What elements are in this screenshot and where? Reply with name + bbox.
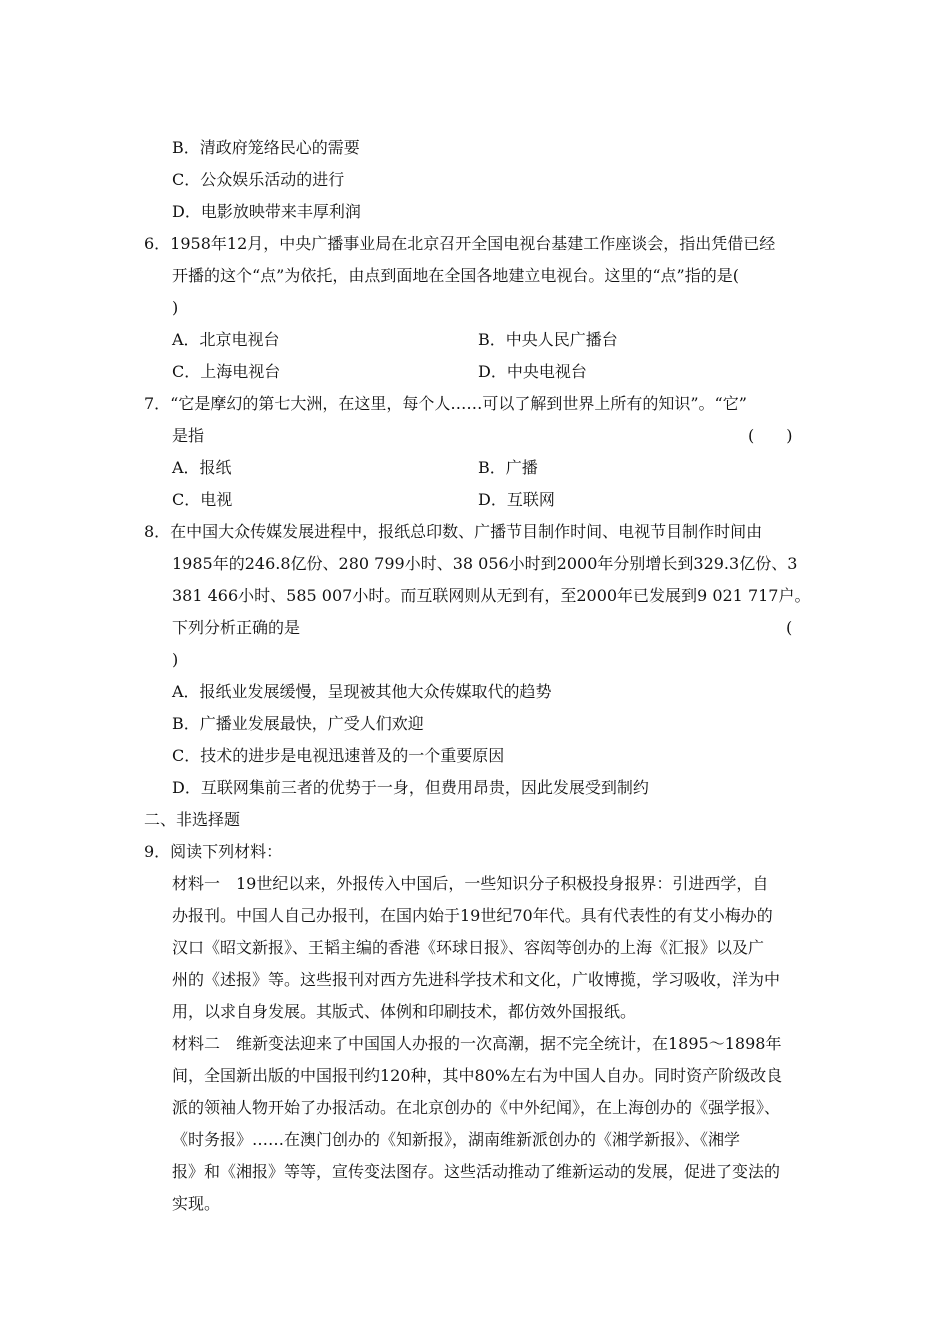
q8-option-b: B．广播业发展最快，广受人们欢迎	[172, 714, 424, 733]
q7-option-b: B．广播	[478, 458, 538, 477]
material1-line: 用，以求自身发展。其版式、体例和印刷技术，都仿效外国报纸。	[172, 1002, 637, 1021]
material2-line: 实现。	[172, 1194, 221, 1213]
material1-line: 汉口《昭文新报》、王韬主编的香港《环球日报》、容闳等创办的上海《汇报》以及广	[172, 938, 765, 957]
material2-line: 材料二 维新变法迎来了中国国人办报的一次高潮，据不完全统计，在1895～1898年	[172, 1034, 782, 1053]
q8-stem-line4: 下列分析正确的是	[172, 618, 301, 637]
q6-option-c: C．上海电视台	[172, 362, 281, 381]
q7-option-d: D．互联网	[478, 490, 555, 509]
material2-line: 派的领袖人物开始了办报活动。在北京创办的《中外纪闻》，在上海创办的《强学报》、	[172, 1098, 781, 1117]
q6-option-b: B．中央人民广播台	[478, 330, 618, 349]
q7-answer-paren: ( )	[748, 426, 793, 445]
q8-answer-paren-open: (	[786, 618, 793, 637]
q7-stem-line2: 是指	[172, 426, 205, 445]
material2-line: 报》和《湘报》等等，宣传变法图存。这些活动推动了维新运动的发展，促进了变法的	[172, 1162, 781, 1181]
q7-option-a: A．报纸	[172, 458, 232, 477]
q7-option-c: C．电视	[172, 490, 233, 509]
q8-stem-line2: 1985年的246.8亿份、280 799小时、38 056小时到2000年分别增长到329.3亿份、3	[172, 554, 798, 573]
q6-option-d: D．中央电视台	[478, 362, 587, 381]
q5-option-b: B．清政府笼络民心的需要	[172, 138, 360, 157]
material1-line: 州的《述报》等。这些报刊对西方先进科学技术和文化，广收博揽，学习吸收，洋为中	[172, 970, 781, 989]
q8-stem-line5: )	[172, 650, 179, 669]
material2-line: 《时务报》……在澳门创办的《知新报》，湖南维新派创办的《湘学新报》、《湘学	[172, 1130, 741, 1149]
q8-option-c: C．技术的进步是电视迅速普及的一个重要原因	[172, 746, 505, 765]
section-heading: 二、非选择题	[144, 810, 241, 829]
q9-intro: 9．阅读下列材料：	[144, 842, 283, 861]
q6-stem-line2: 开播的这个“点”为依托，由点到面地在全国各地建立电视台。这里的“点”指的是(	[172, 266, 739, 285]
q7-stem-line1: 7．“它是摩幻的第七大洲，在这里，每个人……可以了解到世界上所有的知识”。“它”	[144, 394, 747, 413]
q6-stem-line3: )	[172, 298, 179, 317]
q6-stem-line1: 6．1958年12月，中央广播事业局在北京召开全国电视台基建工作座谈会，指出凭借已经	[144, 234, 776, 253]
material1-line: 办报刊。中国人自己办报刊，在国内始于19世纪70年代。具有代表性的有艾小梅办的	[172, 906, 773, 925]
q5-option-c: C．公众娱乐活动的进行	[172, 170, 345, 189]
material1-line: 材料一 19世纪以来，外报传入中国后，一些知识分子积极投身报界：引进西学，自	[172, 874, 769, 893]
material2-line: 间，全国新出版的中国报刊约120种，其中80%左右为中国人自办。同时资产阶级改良	[172, 1066, 783, 1085]
q6-option-a: A．北京电视台	[172, 330, 280, 349]
q5-option-d: D．电影放映带来丰厚利润	[172, 202, 361, 221]
q8-stem-line1: 8．在中国大众传媒发展进程中，报纸总印数、广播节目制作时间、电视节目制作时间由	[144, 522, 763, 541]
q8-option-d: D．互联网集前三者的优势于一身，但费用昂贵，因此发展受到制约	[172, 778, 649, 797]
q8-option-a: A．报纸业发展缓慢，呈现被其他大众传媒取代的趋势	[172, 682, 552, 701]
q8-stem-line3: 381 466小时、585 007小时。而互联网则从无到有，至2000年已发展到9 021 717户。	[172, 586, 811, 605]
